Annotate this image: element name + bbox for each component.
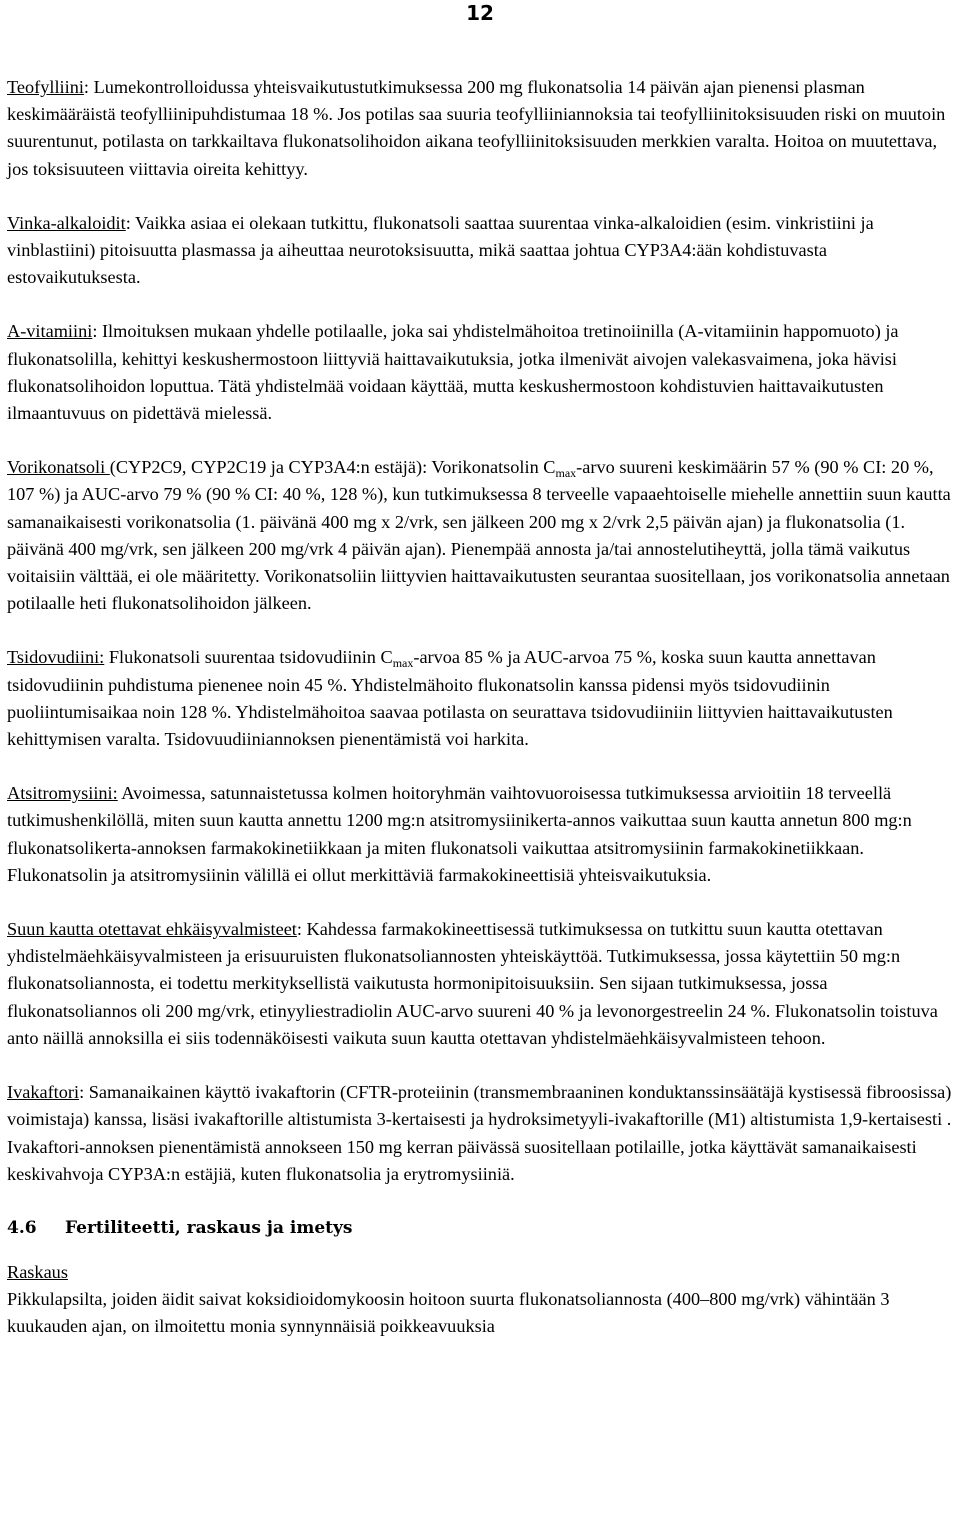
text-ivakaftori: : Samanaikainen käyttö ivakaftorin (CFTR-proteiinin (transmembraaninen konduktanssinsäätäjä kystisessä fibroosissa) voimistaja) kanssa, lisäsi ivakaftorille altistumista 3-kertaisesti ja hydroksimetyyli-ivakaftorille (M1) altistumista 1,9-kertaisesti . Ivakaftori-annoksen pienentämistä annokseen 150 mg kerran päivässä suositellaan potilaille, jotka käyttävät samanaikaisesti keskivahvoja CYP3A:n estäjiä, kuten flukonatsolia ja erytromysiiniä.: [7, 1082, 952, 1184]
document-body: [7, 74, 955, 1341]
term-ehkaisyvalmisteet: Suun kautta otettavat ehkäisyvalmisteet: [7, 919, 297, 940]
paragraph-tsidovudiini: [7, 644, 955, 753]
section-number: 4.6: [7, 1217, 37, 1238]
text-a-vitamiini: : Ilmoituksen mukaan yhdelle potilaalle, joka sai yhdistelmähoitoa tretinoiinilla (A-vitamiinin happomuoto) ja flukonatsolilla, kehittyi keskushermostoon liittyviä haittavaikutuksia, jotka ilmenivät aivojen valekasvaimena, joka hävisi flukonatsolihoidon loputtua. Tätä yhdistelmää voidaan käyttää, mutta keskushermostoon kohdistuvien haittavaikutusten ilmaantuvuus on pidettävä mielessä.: [7, 321, 899, 424]
section-heading: [7, 1215, 955, 1242]
paragraph-raskaus: Pikkulapsilta, joiden äidit saivat koksidioidomykoosin hoitoon suurta flukonatsoliannosta (400–800 mg/vrk) vähintään 3 kuukauden ajan, on ilmoitettu monia synnynnäisiä poikkeavuuksia: [7, 1289, 890, 1337]
raskaus-heading: Raskaus: [7, 1261, 68, 1282]
paragraph-ivakaftori: [7, 1079, 955, 1188]
paragraph-a-vitamiini: [7, 318, 955, 427]
paragraph-teofylliini: [7, 74, 955, 183]
term-a-vitamiini: A-vitamiini: [7, 321, 93, 342]
term-vinka-alkaloidit: Vinka-alkaloidit: [7, 212, 126, 233]
term-ivakaftori: Ivakaftori: [7, 1082, 80, 1103]
term-vorikonatsoli: Vorikonatsoli: [7, 457, 110, 478]
paragraph-ehkaisyvalmisteet: [7, 916, 955, 1052]
section-title: Fertiliteetti, raskaus ja imetys: [65, 1217, 353, 1238]
text-tsidovudiini-1: Flukonatsoli suurentaa tsidovudiinin C: [104, 647, 393, 668]
term-atsitromysiini: Atsitromysiini:: [7, 783, 118, 804]
text-vorikonatsoli-2: -arvo suureni keskimäärin 57 % (90 % CI: 20 %, 107 %) ja AUC-arvo 79 % (90 % CI: 40 %, 128 %), kun tutkimuksessa 8 terveelle vapaaehtoiselle miehelle annettiin suun kautta samanaikaisesti vorikonatsolia (1. päivänä 400 mg x 2/vrk, sen jälkeen 200 mg x 2/vrk 2,5 päivän ajan) ja flukonatsolia (1. päivänä 400 mg/vrk, sen jälkeen 200 mg/vrk 4 päivän ajan). Pienempää annosta ja/tai annostelutiheyttä, jolla tämä vaikutus voitaisiin välttää, ei ole määritetty. Vorikonatsoliin liittyvien haittavaikutusten seurantaa suositellaan, jos vorikonatsolia annetaan potilaalle heti flukonatsolihoidon jälkeen.: [7, 457, 951, 614]
term-teofylliini: Teofylliini: [7, 77, 84, 97]
paragraph-atsitromysiini: [7, 780, 955, 889]
text-vinka-alkaloidit: : Vaikka asiaa ei olekaan tutkittu, flukonatsoli saattaa suurentaa vinka-alkaloidien (esim. vinkristiini ja vinblastiini) pitoisuutta plasmassa ja aiheuttaa neurotoksisuutta, mikä saattaa johtua CYP3A4:ään kohdistuvasta estovaikutuksesta.: [7, 212, 874, 288]
text-teofylliini: : Lumekontrolloidussa yhteisvaikutustutkimuksessa 200 mg flukonatsolia 14 päivän ajan pienensi plasman keskimääräistä teofylliinipuhdistumaa 18 %. Jos potilas saa suuria teofylliiniannoksia tai teofylliinitoksisuuden riski on muutoin suurentunut, potilasta on tarkkailtava flukonatsolihoidon aikana teofylliinitoksisuuden merkkien varalta. Hoitoa on muutettava, jos toksisuuteen viittavia oireita kehittyy.: [7, 77, 946, 179]
subscript-max: max: [392, 656, 414, 671]
text-tsidovudiini-2: -arvoa 85 % ja AUC-arvoa 75 %, koska suun kautta annettavan tsidovudiinin puhdistuma pienenee noin 45 %. Yhdistelmähoito flukonatsolin kanssa pidensi myös tsidovudiinin puoliintumisaikaa noin 128 %. Yhdistelmähoitoa saavaa potilasta on seurattava tsidovudiiniin liittyvien haittavaikutusten kehittymisen varalta. Tsidovuudiiniannoksen pienentämistä voi harkita.: [7, 647, 893, 750]
subheading-raskaus: [7, 1259, 955, 1286]
text-ehkaisyvalmisteet: : Kahdessa farmakokineettisessä tutkimuksessa on tutkittu suun kautta otettavan yhdistelmäehkäisyvalmisteen ja erisuuruisten flukonatsoliannosten yhteiskäyttöä. Tutkimuksessa, jossa käytettiin 50 mg:n flukonatsoliannosta, ei todettu merkityksellistä vaikutusta hormonipitoisuuksiin. Sen sijaan tutkimuksessa, jossa flukonatsoliannos oli 200 mg/vrk, etinyyliestradiolin AUC-arvo suureni 40 % ja levonorgestreelin 24 %. Flukonatsolin toistuva anto näillä annoksilla ei siis todennäköisesti vaikuta suun kautta otettavan yhdistelmäehkäisyvalmisteen tehoon.: [7, 919, 938, 1048]
paragraph-vinka-alkaloidit: [7, 210, 955, 292]
page-number: 12: [466, 1, 494, 25]
term-tsidovudiini: Tsidovudiini:: [7, 647, 105, 668]
text-vorikonatsoli-1: (CYP2C9, CYP2C19 ja CYP3A4:n estäjä): Vorikonatsolin C: [109, 457, 556, 478]
text-atsitromysiini: Avoimessa, satunnaistetussa kolmen hoitoryhmän vaihtovuoroisessa tutkimuksessa arvioitiin 18 terveellä tutkimushenkilöllä, miten suun kautta annettu 1200 mg:n atsitromysiinikerta-annos vaikuttaa suun kautta annetun 800 mg:n flukonatsolikerta-annoksen farmakokinetiikkaan ja miten flukonatsoli vaikuttaa atsitromysiinin farmakokinetiikkaan. Flukonatsolin ja atsitromysiinin välillä ei ollut merkittäviä farmakokineettisiä yhteisvaikutuksia.: [7, 783, 912, 885]
subscript-max: max: [555, 466, 577, 481]
paragraph-vorikonatsoli: [7, 454, 955, 617]
